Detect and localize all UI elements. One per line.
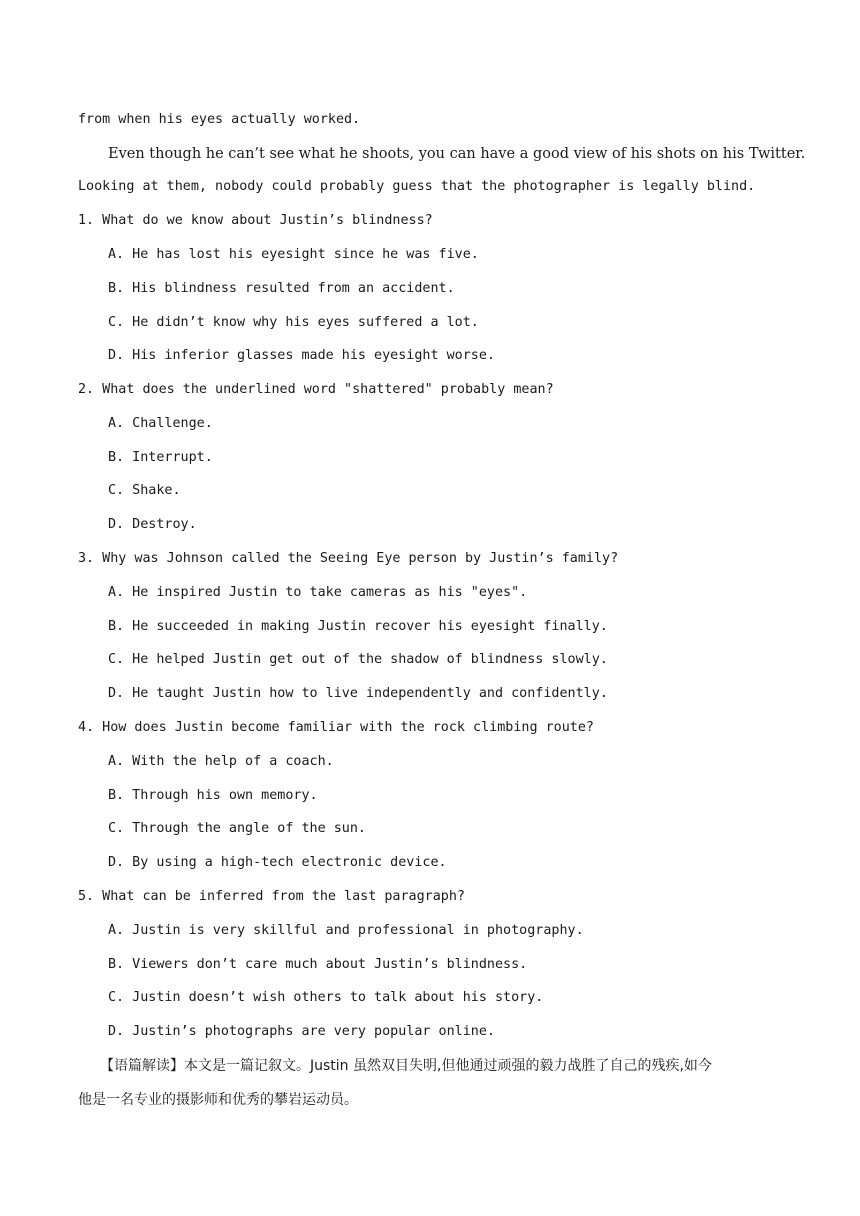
answer-option: C. Justin doesn’t wish others to talk about his story. xyxy=(108,990,544,1005)
passage-line: from when his eyes actually worked. xyxy=(78,112,361,127)
answer-option: D. His inferior glasses made his eyesight worse. xyxy=(108,348,495,363)
question-stem: 5. What can be inferred from the last paragraph? xyxy=(78,889,465,904)
answer-option: C. He helped Justin get out of the shadow of blindness slowly. xyxy=(108,652,608,667)
answer-option: B. His blindness resulted from an accident. xyxy=(108,281,455,296)
answer-option: C. Through the angle of the sun. xyxy=(108,821,366,836)
passage-line: Even though he can’t see what he shoots, you can have a good view of his shots on his Twitter. xyxy=(108,146,806,162)
question-stem: 3. Why was Johnson called the Seeing Eye person by Justin’s family? xyxy=(78,551,619,566)
answer-option: B. Interrupt. xyxy=(108,450,213,465)
answer-option: C. Shake. xyxy=(108,483,181,498)
answer-option: A. Justin is very skillful and professional in photography. xyxy=(108,923,584,938)
analysis-text: 【语篇解读】本文是一篇记叙文。Justin 虽然双目失明,但他通过顽强的毅力战胜了自己的残疾,如今 xyxy=(100,1058,712,1074)
answer-option: B. Through his own memory. xyxy=(108,788,318,803)
passage-line: Looking at them, nobody could probably guess that the photographer is legally blind. xyxy=(78,179,756,194)
answer-option: B. Viewers don’t care much about Justin’s blindness. xyxy=(108,957,528,972)
question-stem: 1. What do we know about Justin’s blindness? xyxy=(78,213,433,228)
answer-option: D. By using a high-tech electronic device. xyxy=(108,855,447,870)
answer-option: D. Destroy. xyxy=(108,517,197,532)
answer-option: A. He inspired Justin to take cameras as his "eyes". xyxy=(108,585,528,600)
analysis-text: 他是一名专业的摄影师和优秀的攀岩运动员。 xyxy=(78,1092,358,1108)
answer-option: D. Justin’s photographs are very popular online. xyxy=(108,1024,495,1039)
answer-option: D. He taught Justin how to live independently and confidently. xyxy=(108,686,608,701)
answer-option: B. He succeeded in making Justin recover his eyesight finally. xyxy=(108,619,608,634)
question-stem: 2. What does the underlined word "shattered" probably mean? xyxy=(78,382,554,397)
answer-option: A. With the help of a coach. xyxy=(108,754,334,769)
answer-option: A. Challenge. xyxy=(108,416,213,431)
answer-option: A. He has lost his eyesight since he was five. xyxy=(108,247,479,262)
answer-option: C. He didn’t know why his eyes suffered a lot. xyxy=(108,315,479,330)
question-stem: 4. How does Justin become familiar with the rock climbing route? xyxy=(78,720,594,735)
